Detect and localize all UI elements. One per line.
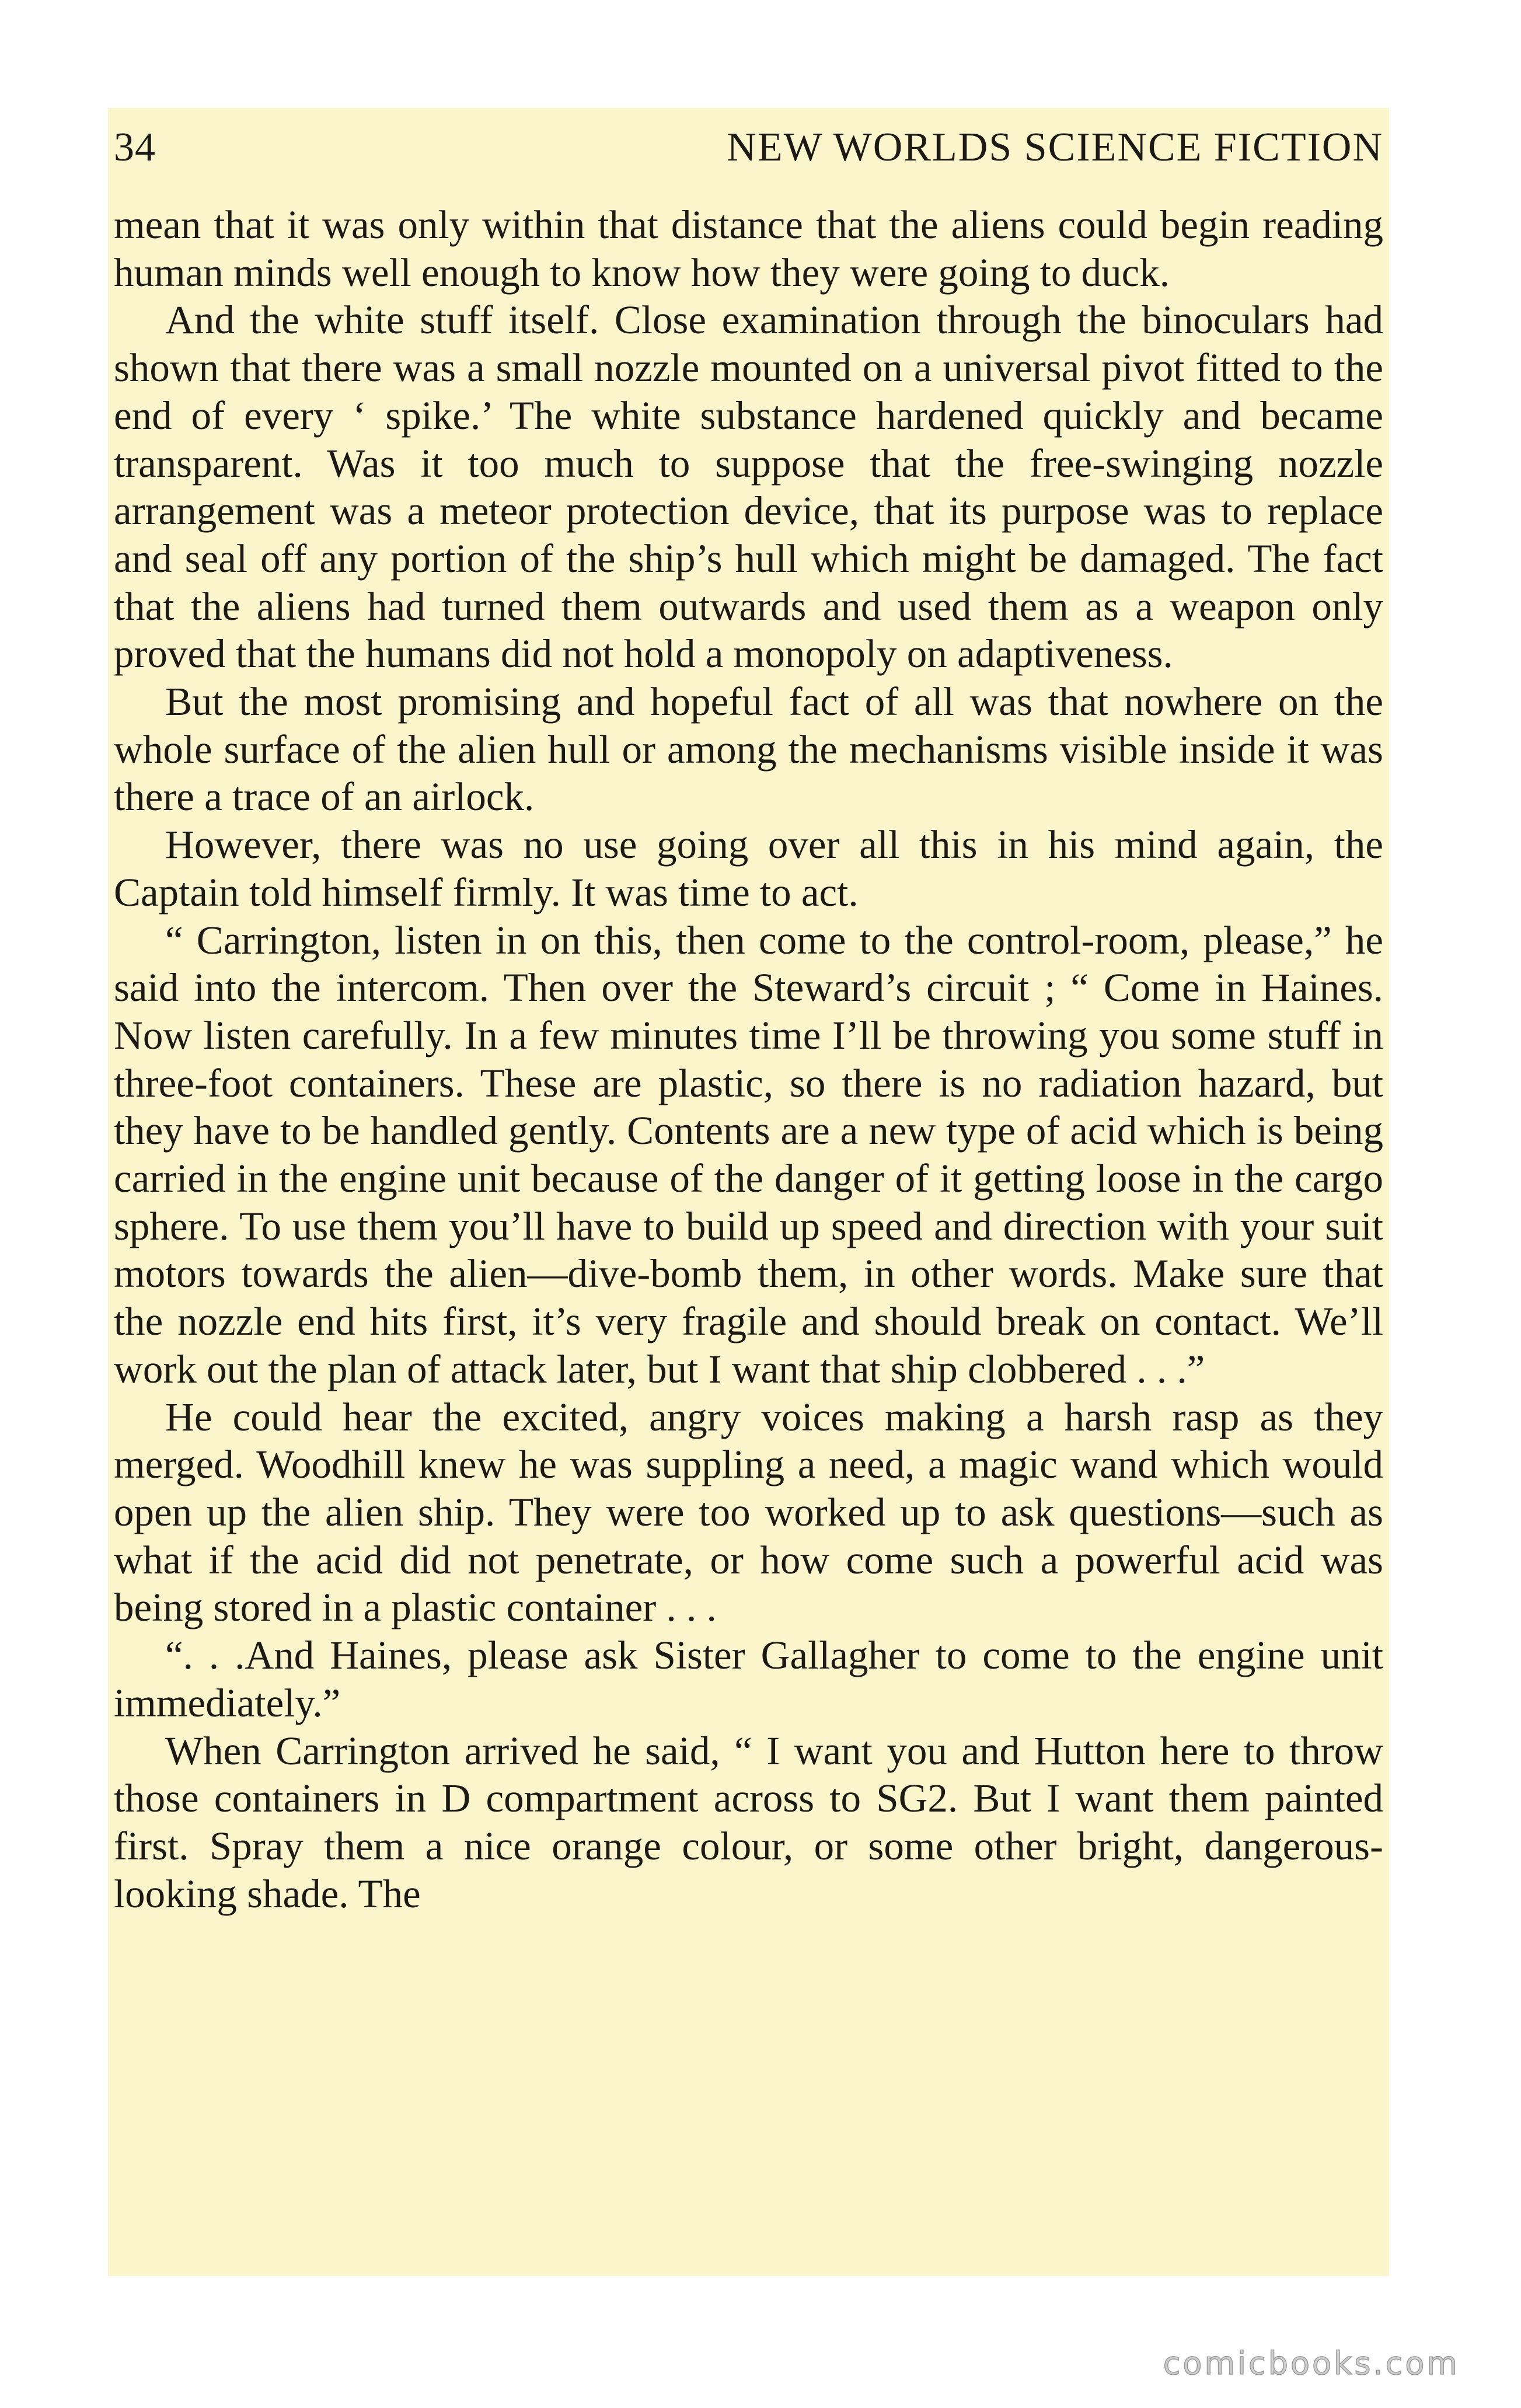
paragraph: But the most promising and hopeful fact of all was that nowhere on the whole surface of the alien hull or among the mechanisms visible inside it was there a trace of an airlock.: [114, 679, 1383, 819]
paragraph: And the white stuff itself. Close examination through the binoculars had shown that there was a small nozzle mounted on a universal pivot fitted to the end of every ‘ spike.’ The white substance hardened quickly and became transparent. Was it too much to suppose that the free-swinging nozzle arrangement was a meteor protection device, that its purpose was to replace and seal off any portion of the ship’s hull which might be damaged. The fact that the aliens had turned them outwards and used them as a weapon only proved that the humans did not hold a monopoly on adaptiveness.: [114, 298, 1383, 676]
page-number: 34: [114, 125, 156, 170]
book-page: [108, 108, 1389, 2276]
paragraph: mean that it was only within that distance that the aliens could begin reading human minds well enough to know how they were going to duck.: [114, 203, 1383, 295]
paragraph: When Carrington arrived he said, “ I want you and Hutton here to throw those containers in D compartment across to SG2. But I want them painted first. Spray them a nice orange colour, or some other bright, dangerous-looking shade. The: [114, 1728, 1383, 1916]
page-header: [114, 118, 1383, 177]
paragraph: However, there was no use going over all this in his mind again, the Captain told himself firmly. It was time to act.: [114, 822, 1383, 915]
paragraph: “. . .And Haines, please ask Sister Gallagher to come to the engine unit immediately.”: [114, 1633, 1383, 1725]
body-text: [114, 201, 1383, 1918]
watermark: comicbooks.com: [1163, 2345, 1460, 2382]
running-title: NEW WORLDS SCIENCE FICTION: [727, 125, 1383, 170]
paragraph: He could hear the excited, angry voices making a harsh rasp as they merged. Woodhill knew he was suppling a need, a magic wand which would open up the alien ship. They were too worked up to ask questions—such as what if the acid did not penetrate, or how come such a powerful acid was being stored in a plastic container . . .: [114, 1394, 1383, 1630]
paragraph: “ Carrington, listen in on this, then come to the control-room, please,” he said into the intercom. Then over the Steward’s circuit ; “ Come in Haines. Now listen carefully. In a few minutes time I’ll be throwing you some stuff in three-foot containers. These are plastic, so there is no radiation hazard, but they have to be handled gently. Contents are a new type of acid which is being carried in the engine unit because of the danger of it getting loose in the cargo sphere. To use them you’ll have to build up speed and direction with your suit motors towards the alien—dive-bomb them, in other words. Make sure that the nozzle end hits first, it’s very fragile and should break on contact. We’ll work out the plan of attack later, but I want that ship clobbered . . .”: [114, 917, 1383, 1391]
